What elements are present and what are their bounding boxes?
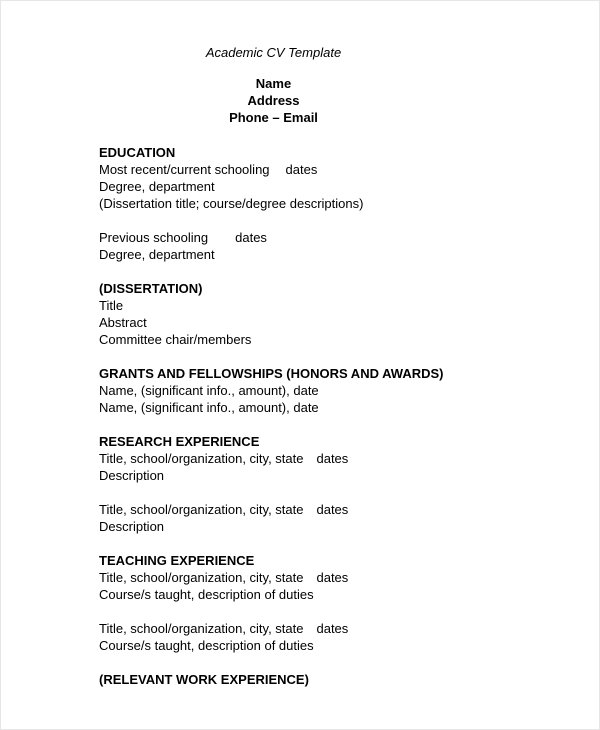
- education-recent-dates: dates: [285, 162, 318, 177]
- cv-body: [99, 144, 579, 688]
- research-entry-line: [99, 450, 579, 467]
- teaching-heading: TEACHING EXPERIENCE: [99, 553, 255, 568]
- teaching-entry-line: [99, 569, 579, 586]
- research-entry-title: Title, school/organization, city, state: [99, 502, 304, 517]
- research-entry-dates: dates: [316, 502, 349, 517]
- research-entry-description: Description: [99, 468, 165, 483]
- education-previous-dates: dates: [235, 230, 267, 245]
- education-heading: EDUCATION: [99, 145, 176, 160]
- education-recent-schooling: Most recent/current schooling: [99, 162, 270, 177]
- dissertation-abstract: Abstract: [99, 315, 147, 330]
- teaching-entry-dates: dates: [316, 621, 349, 636]
- document-title: Academic CV Template: [205, 45, 342, 60]
- grants-section: [99, 365, 579, 416]
- teaching-entry-courses: Course/s taught, description of duties: [99, 587, 314, 602]
- work-heading: (RELEVANT WORK EXPERIENCE): [99, 672, 309, 687]
- education-recent-degree: Degree, department: [99, 179, 215, 194]
- header-address: Address: [247, 93, 300, 108]
- education-section: [99, 144, 579, 263]
- research-entry-line: [99, 501, 579, 518]
- teaching-section: [99, 552, 579, 654]
- grants-item: Name, (significant info., amount), date: [99, 400, 319, 415]
- research-entry-dates: dates: [316, 451, 349, 466]
- dissertation-heading: (DISSERTATION): [99, 281, 203, 296]
- research-entry-title: Title, school/organization, city, state: [99, 451, 304, 466]
- education-recent-line: [99, 161, 579, 178]
- research-section: [99, 433, 579, 535]
- education-recent-description: (Dissertation title; course/degree descriptions): [99, 196, 364, 211]
- teaching-entry-line: [99, 620, 579, 637]
- contact-header: [1, 75, 546, 126]
- header-contact: Phone – Email: [229, 110, 318, 125]
- teaching-entry-courses: Course/s taught, description of duties: [99, 638, 314, 653]
- research-entry-description: Description: [99, 519, 165, 534]
- education-previous-schooling: Previous schooling: [99, 230, 209, 245]
- work-section: [99, 671, 579, 688]
- education-previous-line: [99, 229, 579, 246]
- research-heading: RESEARCH EXPERIENCE: [99, 434, 260, 449]
- dissertation-section: [99, 280, 579, 348]
- education-previous-degree: Degree, department: [99, 247, 215, 262]
- dissertation-committee: Committee chair/members: [99, 332, 252, 347]
- teaching-entry-title: Title, school/organization, city, state: [99, 570, 304, 585]
- dissertation-title: Title: [99, 298, 124, 313]
- header-name: Name: [255, 76, 292, 91]
- teaching-entry-title: Title, school/organization, city, state: [99, 621, 304, 636]
- grants-heading: GRANTS AND FELLOWSHIPS (HONORS AND AWARDS): [99, 366, 444, 381]
- grants-item: Name, (significant info., amount), date: [99, 383, 319, 398]
- teaching-entry-dates: dates: [316, 570, 349, 585]
